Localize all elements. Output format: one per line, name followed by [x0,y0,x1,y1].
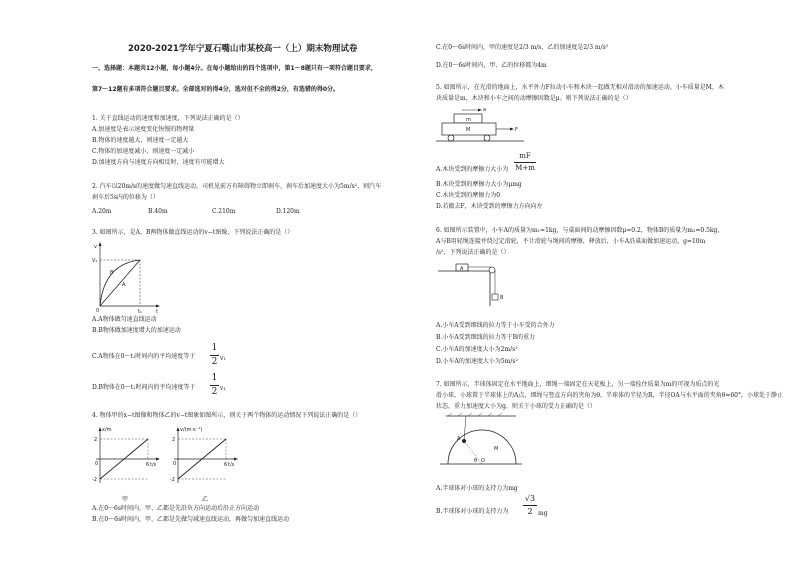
q7-point-a-label: A [457,436,461,442]
q6-option-b: B.小车A受到细线的拉力等于B的重力 [436,334,536,341]
q5-option-c: C.木块受到的摩擦力为0 [436,192,501,199]
q5-cart-diagram [436,106,536,150]
section-header-2: 第7～12题有多项符合题目要求。全部选对的得4分，选对但不全的得2分，有选错的得0分。 [92,86,340,93]
q4-xt-graph [92,425,162,490]
q6-stem-2: A与B用轻绳连接并绕过定滑轮，不计滑轮与绳间的摩擦，释放后，小车A沿桌面做加速运动，g=10m [436,238,706,245]
q4-g1-caption: 甲 [122,496,129,503]
q4-g2-ylabel: v/(m·s⁻¹) [180,427,203,433]
q7-theta-label: θ [474,458,478,464]
q5-cart-M-label: M [466,127,471,133]
q5-option-b: B.木块受到的摩擦力大小为μmg [436,181,522,188]
q7-option-b-fraction: √3 2 [524,494,536,516]
q5-accel-label: a [483,107,487,113]
q4-g2-origin: 0 [173,461,177,467]
q6-block-b-label: B [500,295,504,301]
q3-option-d-suffix: v₁ [220,385,226,392]
q4-vt-graph [170,425,240,490]
q4-g1-ylabel: x/m [102,427,112,433]
q5-force-label: F [515,127,518,133]
q7-stem-3: 状态，重力加速度大小为g，则关于小球的受力正确的是（） [436,403,596,410]
page-title: 2020-2021学年宁夏石嘴山市某校高一（上）期末物理试卷 [128,44,358,54]
q4-g2-top: 2 [172,437,176,443]
q2-option-b: B.40m [148,208,168,215]
q3-option-d: D.B物体在0～t₁时间内的平均速度等于 [92,384,196,391]
q4-option-d: D.在0～6s时间内，甲、乙的位移都为4m [436,62,547,69]
q6-stem-3: /s²，下列说法正确的是（） [436,249,510,256]
q2-option-c: C.210m [212,208,236,215]
q4-g1-xlabel: t/s [150,462,157,468]
q6-stem: 6. 如图所示装置中，小车A的质量为m₁=1kg，与桌面间的动摩擦因数μ=0.2，物体B的质量为m₂=0.5kg， [436,227,724,234]
q6-cart-a-label: A [460,266,464,272]
q2-option-a: A.20m [92,208,112,215]
q4-g1-origin: 0 [95,461,99,467]
q3-graph-v1-label: V₁ [92,258,98,264]
section-header: 一、选择题：本题共12小题，每小题4分。在每小题给出的四个选项中，第1～8题只有一项符合题目要求， [92,65,377,72]
q7-stem-2: 滑小球，小球置于半球体上的A点，细绳与竖直方向的夹角为θ，半球体的半径为R，半径OA与水平面的夹角θ=60°，小球处于静止 [436,392,783,399]
q7-stem: 7. 如图所示，半球体固定在水平地面上，细绳一端固定在天花板上，另一端拴住质量为m的可视为质点的光 [436,381,720,388]
q1-stem: 1. 关于直线运动的速度和加速度，下列说法正确的是（） [92,115,244,122]
q4-g1-bottom: -2 [92,477,97,483]
q4-option-b: B.在0～6s时间内，甲、乙都是先做匀减速直线运动，再做匀加速直线运动 [92,516,290,523]
q3-option-c-suffix: v₁ [220,355,226,362]
q3-vt-graph [92,240,162,315]
q2-stem-2: 刹车后5s内的位移为（） [92,194,159,201]
q5-stem-2: 块质量是m，木块和小车之间的动摩擦因数是μ。则下列说法正确的是（） [436,95,632,102]
q3-graph-origin: 0 [96,308,100,314]
q6-option-a: A.小车A受到细线的拉力等于小车受的合外力 [436,322,555,329]
q1-option-b: B.物体的速度越大，则速度一定越大 [92,137,189,144]
q7-option-b: B.半球体对小球的支持力为 [436,508,509,515]
q1-option-a: A.加速度是表示速度变化快慢的物理量 [92,126,195,133]
q3-graph-v-label: v [94,244,97,250]
q5-block-m-label: m [466,117,471,123]
q3-stem: 3. 如图所示，是A、B两物体做直线运动的v−t图像，下列说法正确的是（） [92,229,294,236]
q7-center-o-label: O [481,458,485,464]
q7-hemisphere-diagram [436,412,526,470]
q5-option-a: A.木块受到的摩擦力大小为 [436,166,509,173]
q3-graph-a-label: A [122,282,126,288]
q4-option-a: A.在0～6s时间内，甲、乙都是先沿负方向运动后沿正方向运动 [92,505,259,512]
q3-graph-t1-label: t₁ [138,309,142,315]
q7-mass-M-label: M [494,446,499,452]
q1-option-d: D.加速度方向与速度方向相反时，速度有可能增大 [92,159,225,166]
q5-stem: 5. 如图所示，在光滑的地面上，水平外力F拉动小车和木块一起做无相对滑动的加速运动。小车质量是M，木 [436,84,724,91]
q6-option-c: C.小车A的加速度大小为2m/s² [436,346,518,353]
q5-option-a-fraction: mF M+m [515,152,535,172]
q6-pulley-diagram [436,258,506,310]
q7-option-a: A.半球体对小球的支持力为mg [436,485,518,492]
q4-g2-caption: 乙 [202,496,209,503]
q1-option-c: C.物体的加速度减小，则速度一定减小 [92,148,195,155]
q3-option-c: C.A物体在0～t₁时间内的平均速度等于 [92,353,196,360]
q3-graph-b-label: B [110,270,114,276]
q4-g1-xval: 6 [146,462,150,468]
q6-option-d: D.小车A的加速度大小为5m/s² [436,358,518,365]
q3-option-c-fraction: 1 2 [211,343,218,368]
q3-option-b: B.B物体做加速度增大的加速运动 [92,327,181,334]
q3-graph-t-label: t [156,309,158,315]
q4-g2-bottom: -2 [170,477,175,483]
q3-option-a: A.A物体做匀速直线运动 [92,316,157,323]
q2-option-d: D.120m [276,208,300,215]
q4-g2-xval: 6 [224,462,228,468]
q4-option-c: C.在0～6s时间内，甲的速度是2/3 m/s，乙的加速度是2/3 m/s² [436,44,609,51]
q7-option-b-suffix: mg [538,510,548,517]
q4-stem: 4. 物体甲的x−t图像和物体乙的v−t图象如图所示，则关于两个物体的运动情况下列说法正确的是（） [92,412,362,419]
q4-g2-xlabel: t/s [228,462,235,468]
q4-g1-top: 2 [94,437,98,443]
q5-option-d: D.若撤去F，木块受到的摩擦力方向向左 [436,203,543,210]
q2-stem: 2. 汽车以20m/s的速度做匀速直线运动，司机见前方有障碍物立即刹车，刹车后加速度大小为5m/s²，则汽车 [92,183,382,190]
q3-option-d-fraction: 1 2 [211,373,218,398]
